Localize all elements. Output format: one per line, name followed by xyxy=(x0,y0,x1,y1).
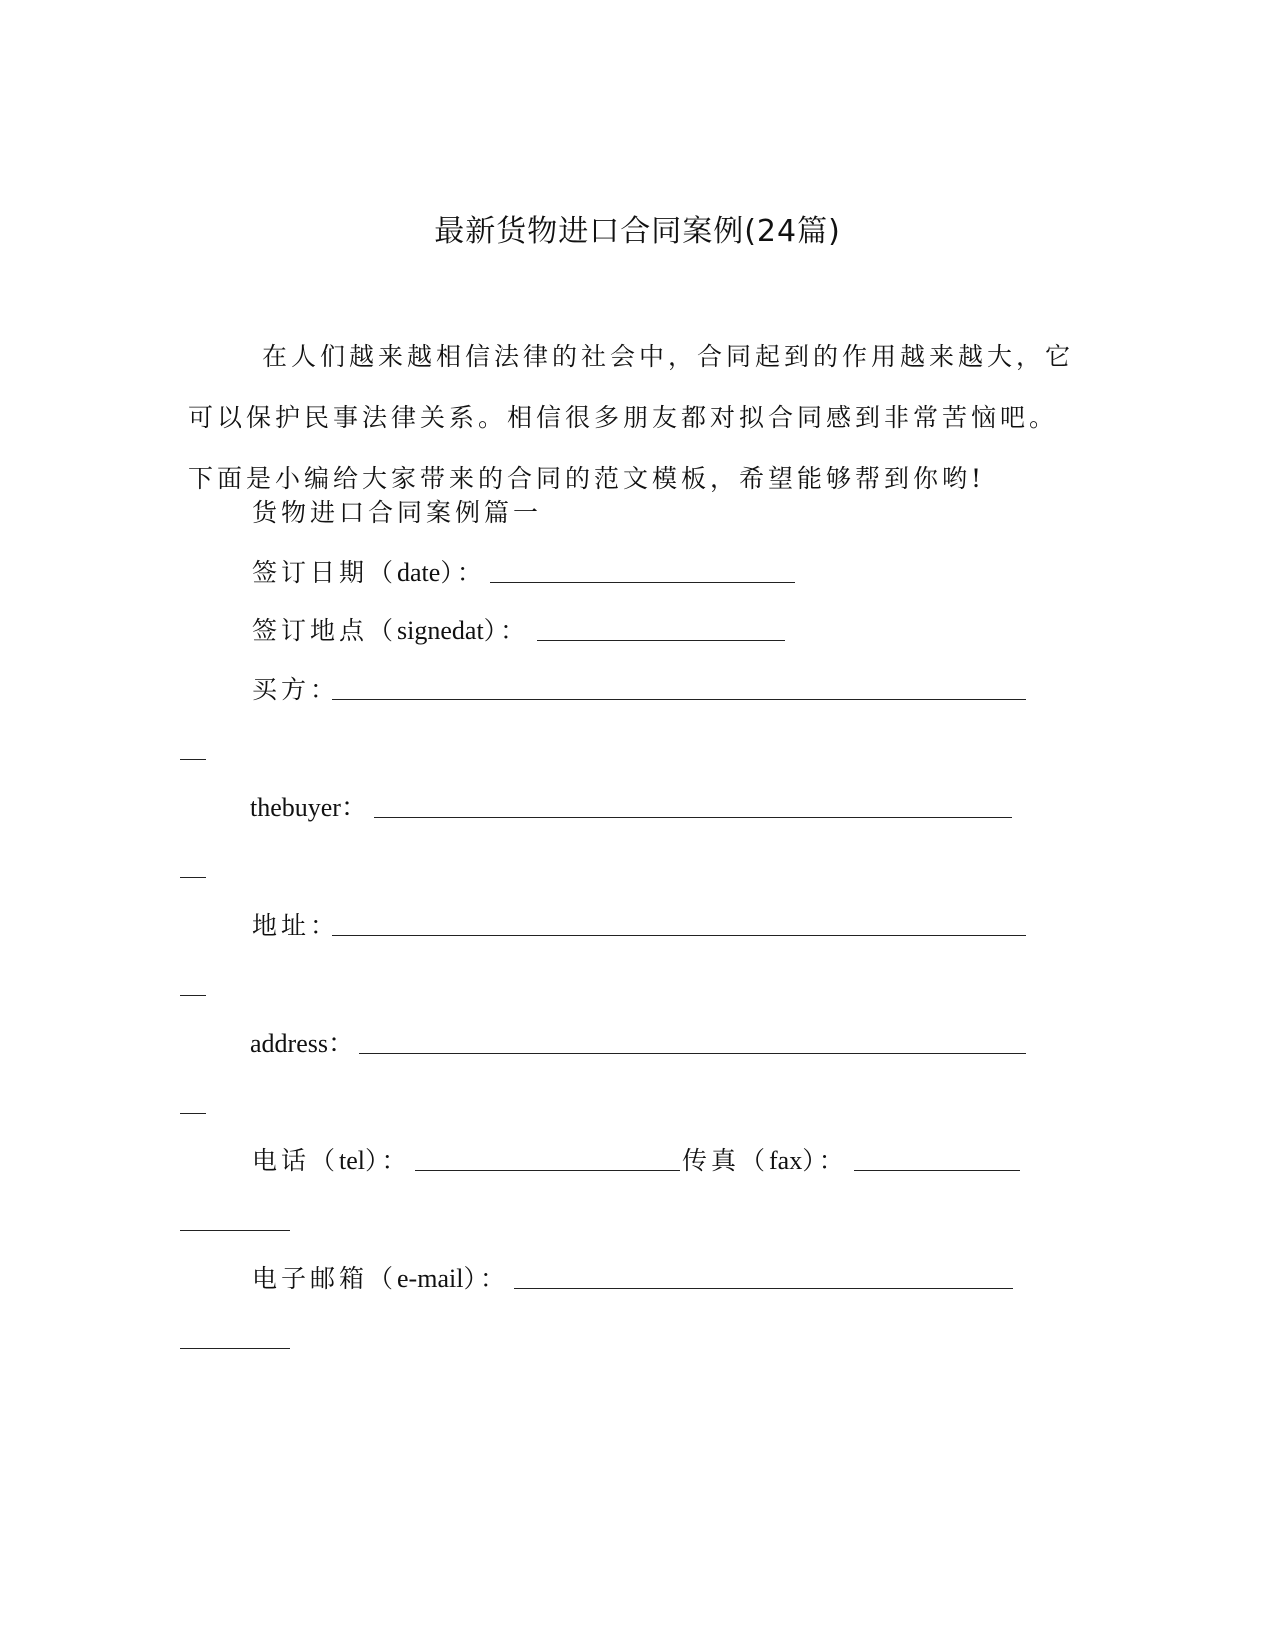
intro-line-3: 下面是小编给大家带来的合同的范文模板，希望能够帮到你哟! xyxy=(188,464,986,493)
buyer-en-blank-line[interactable] xyxy=(374,817,1012,818)
date-blank-line[interactable] xyxy=(490,582,795,583)
buyer-en-blank-continuation[interactable] xyxy=(180,877,206,878)
buyer-cn-blank-line[interactable] xyxy=(332,699,1026,700)
intro-line-1: 在人们越来越相信法律的社会中，合同起到的作用越来越大，它 xyxy=(262,342,1075,371)
email-blank-line[interactable] xyxy=(514,1288,1013,1289)
email-blank-continuation[interactable] xyxy=(180,1348,290,1349)
document-title: 最新货物进口合同案例(24篇) xyxy=(434,214,841,249)
address-en-blank-line[interactable] xyxy=(359,1053,1026,1054)
place-blank-line[interactable] xyxy=(537,640,785,641)
buyer-en-label: thebuyer： xyxy=(250,793,367,822)
fax-blank-continuation[interactable] xyxy=(180,1230,290,1231)
tel-field-label: 电话（tel）： xyxy=(252,1146,411,1175)
section-heading: 货物进口合同案例篇一 xyxy=(252,498,543,527)
fax-blank-line[interactable] xyxy=(854,1170,1020,1171)
address-en-label: address： xyxy=(250,1029,354,1058)
address-cn-blank-continuation[interactable] xyxy=(180,995,206,996)
address-cn-label: 地址： xyxy=(252,911,340,940)
email-field-label: 电子邮箱（e-mail）： xyxy=(252,1264,509,1293)
date-field-label: 签订日期（date）： xyxy=(252,558,486,587)
address-en-blank-continuation[interactable] xyxy=(180,1113,206,1114)
buyer-cn-blank-continuation[interactable] xyxy=(180,759,206,760)
place-field-label: 签订地点（signedat）： xyxy=(252,616,530,645)
fax-field-label: 传真（fax）： xyxy=(682,1146,848,1175)
address-cn-blank-line[interactable] xyxy=(332,935,1026,936)
tel-blank-line[interactable] xyxy=(415,1170,680,1171)
buyer-cn-label: 买方： xyxy=(252,675,340,704)
intro-line-2: 可以保护民事法律关系。相信很多朋友都对拟合同感到非常苦恼吧。 xyxy=(188,403,1059,432)
intro-paragraph xyxy=(188,326,1073,509)
